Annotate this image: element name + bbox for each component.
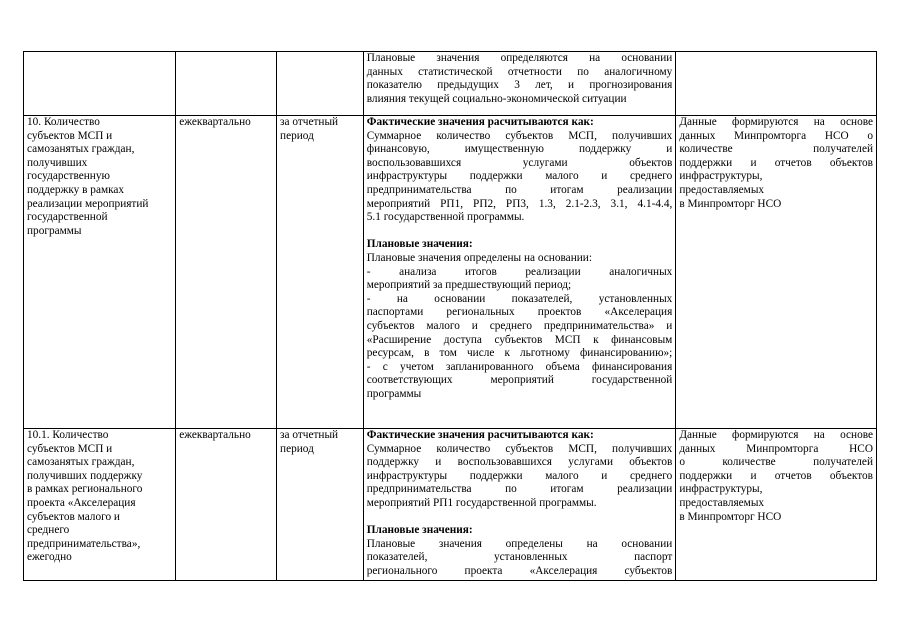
- indicators-table: [23, 51, 877, 581]
- text-line: ежегодно: [27, 551, 72, 564]
- text-line: в рамках регионального: [27, 483, 143, 496]
- text-line: «Расширение доступа субъектов МСП к финансовым: [366, 333, 673, 346]
- text-line: влияния текущей социально-экономической ситуации: [366, 92, 627, 105]
- text-line: показателей, установленных паспорт: [366, 551, 673, 564]
- period-cell: [277, 116, 364, 429]
- text-line: - на основании показателей, установленных: [366, 292, 673, 305]
- text-line: данных Минпромторга НСО: [679, 442, 873, 455]
- text-line: предпринимательства»,: [27, 537, 141, 550]
- text-line: самозанятых граждан,: [27, 456, 135, 469]
- indicator-name-cell: [24, 52, 176, 116]
- text-line: 10. Количество: [27, 116, 100, 128]
- period-cell: [277, 52, 364, 116]
- text-line: государственной: [27, 211, 108, 224]
- text-line: ежеквартально: [179, 116, 251, 128]
- text-line: инфраструктуры поддержки малого и среднего: [366, 170, 673, 183]
- text-line: предпринимательства по итогам реализации: [366, 183, 673, 196]
- text-line: Данные формируются на основе: [679, 429, 873, 441]
- text-line: соответствующих мероприятий государственной: [366, 374, 673, 387]
- text-line: мероприятий РП1, РП2, РП3, 1.3, 2.1-2.3, 3.1, 4.1-4.4,: [366, 197, 673, 210]
- frequency-cell: [176, 429, 277, 581]
- frequency-cell: [176, 52, 277, 116]
- indicator-name-cell: [24, 429, 176, 581]
- text-line: субъектов МСП и: [27, 129, 113, 142]
- text-line: мероприятий за предшествующий период;: [366, 279, 572, 292]
- paragraph-gap: [367, 511, 673, 525]
- text-line: предпринимательства по итогам реализации: [366, 483, 673, 496]
- text-line: 10.1. Количество: [27, 429, 109, 441]
- paragraph-gap: [367, 225, 673, 239]
- text-line: ресурсам, в том числе к льготному финансированию»;: [366, 347, 673, 360]
- text-line: финансовую, имущественную поддержку и: [366, 143, 673, 156]
- text-line: Фактические значения расчитываются как:: [366, 429, 594, 441]
- text-line: субъектов МСП и: [27, 442, 113, 455]
- text-line: в Минпромторг НСО: [679, 197, 782, 210]
- table-row: [24, 52, 877, 116]
- text-line: - с учетом запланированного объема финансирования: [366, 360, 673, 373]
- text-line: количестве получателей: [679, 143, 873, 156]
- text-line: получивших: [27, 156, 88, 169]
- text-line: Плановые значения определяются на основании: [366, 52, 673, 64]
- text-line: поддержку и воспользовавшихся услугами объектов: [366, 456, 673, 469]
- text-line: период: [280, 129, 314, 142]
- frequency-cell: [176, 116, 277, 429]
- text-line: программы: [366, 387, 422, 400]
- text-line: субъектов малого и: [27, 510, 120, 523]
- text-line: среднего: [27, 524, 70, 537]
- text-line: показателю предыдущих 3 лет, и прогнозирования: [366, 79, 673, 92]
- text-line: 5.1 государственной программы.: [366, 211, 525, 224]
- text-line: Суммарное количество субъектов МСП, получивших: [366, 129, 673, 142]
- text-line: программы: [27, 224, 82, 237]
- calculation-method-cell: [363, 429, 676, 581]
- text-line: данных статистической отчетности по аналогичному: [366, 65, 673, 78]
- text-line: предоставляемых: [679, 496, 765, 509]
- indicator-name-cell: [24, 116, 176, 429]
- text-line: Фактические значения расчитываются как:: [366, 116, 594, 128]
- text-line: период: [280, 442, 314, 455]
- text-line: получивших поддержку: [27, 469, 143, 482]
- text-line: воспользовавшихся услугами объектов: [366, 156, 673, 169]
- text-line: инфраструктуры поддержки малого и среднего: [366, 469, 673, 482]
- text-line: субъектов малого и среднего предпринимательства» и: [366, 319, 673, 332]
- text-line: в Минпромторг НСО: [679, 510, 782, 523]
- text-line: о количестве получателей: [679, 456, 873, 469]
- text-line: - анализа итогов реализации аналогичных: [366, 265, 673, 278]
- table-row: [24, 429, 877, 581]
- text-line: за отчетный: [280, 429, 339, 441]
- text-line: самозанятых граждан,: [27, 143, 135, 156]
- text-line: проекта «Акселерация: [27, 496, 136, 509]
- text-line: за отчетный: [280, 116, 339, 128]
- text-line: мероприятий РП1 государственной программы.: [366, 496, 597, 509]
- period-cell: [277, 429, 364, 581]
- data-source-cell: [676, 429, 877, 581]
- text-line: Плановые значения:: [366, 238, 473, 251]
- text-line: инфраструктуры,: [679, 170, 763, 183]
- text-line: Плановые значения определены на основании:: [366, 251, 592, 264]
- text-line: Суммарное количество субъектов МСП, получивших: [366, 442, 673, 455]
- table-row: [24, 116, 877, 429]
- data-source-cell: [676, 116, 877, 429]
- text-line: поддержки и отчетов объектов: [679, 469, 873, 482]
- text-line: регионального проекта «Акселерация субъектов: [366, 564, 673, 577]
- text-line: предоставляемых: [679, 183, 765, 196]
- text-line: ежеквартально: [179, 429, 251, 441]
- data-source-cell: [676, 52, 877, 116]
- calculation-method-cell: [363, 116, 676, 429]
- text-line: поддержку в рамках: [27, 183, 125, 196]
- text-line: Плановые значения:: [366, 524, 473, 537]
- text-line: государственную: [27, 170, 110, 183]
- text-line: Плановые значения определены на основании: [366, 537, 673, 550]
- text-line: инфраструктуры,: [679, 483, 763, 496]
- text-line: данных Минпромторга НСО о: [679, 129, 873, 142]
- text-line: Данные формируются на основе: [679, 116, 873, 128]
- calculation-method-cell: [363, 52, 676, 116]
- text-line: паспортами региональных проектов «Акселерация: [366, 306, 673, 319]
- text-line: реализации мероприятий: [27, 197, 149, 210]
- text-line: поддержки и отчетов объектов: [679, 156, 873, 169]
